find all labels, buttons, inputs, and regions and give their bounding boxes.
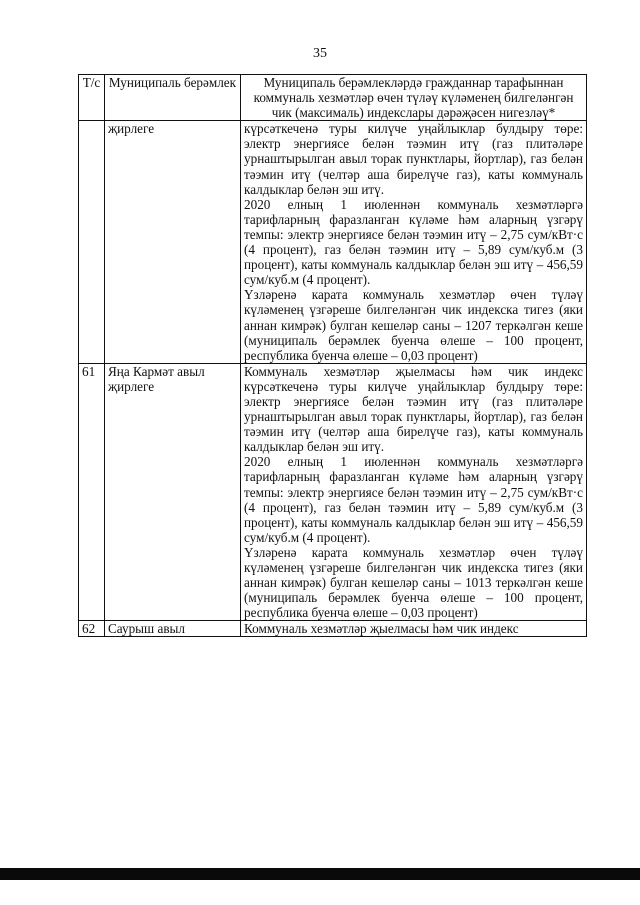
scan-edge-band	[0, 868, 640, 880]
row-num: 62	[79, 621, 105, 637]
row-description	[241, 121, 587, 364]
row-paragraph: Коммуналь хезмәтләр җыелмасы һәм чик индекс	[244, 621, 519, 637]
header-num: Т/с	[79, 75, 105, 121]
row-municipality: Саурыш авыл	[105, 621, 241, 637]
row-paragraph: Коммуналь хезмәтләр җыелмасы һәм чик индекс күрсәткеченә туры килүче уңайлыклар булдыру төре: электр энергиясе белән тәэмин итү (газ плитәләре урнаштырылган авыл торак пунктлары, йортлар), газ белән тәэмин итү (челтәр аша бирелүче газ), каты коммуналь калдыклар белән эш итү.	[244, 363, 583, 455]
row-paragraph: Үзләренә карата коммуналь хезмәтләр өчен түләү күләменең үзгәреше билгеләнгән чик индекска тигез (яки аннан кимрәк) булган кешеләр саны – 1207 теркәлгән кеше (муниципаль берәмлек буенча өлеше – 100 процент, республика буенча өлеше – 0,03 процент)	[244, 287, 583, 363]
row-description	[241, 621, 587, 637]
row-municipality: Яңа Кармәт авыл җирлеге	[105, 363, 241, 621]
row-municipality: җирлеге	[105, 121, 241, 364]
row-paragraph: 2020 елның 1 июленнән коммуналь хезмәтләргә тарифларның фаразланган күләме һәм аларның үзгәрү темпы: электр энергиясе белән тәэмин итү – 2,75 сум/кВт·с (4 процент), газ белән тәэмин итү – 5,89 сум/куб.м (3 процент), каты коммуналь калдыклар белән эш итү – 456,59 сум/куб.м (4 процент).	[244, 196, 583, 288]
page-number: 35	[313, 46, 327, 61]
header-municipality: Муниципаль берәмлек	[105, 75, 241, 121]
row-paragraph: күрсәткеченә туры килүче уңайлыклар булдыру төре: электр энергиясе белән тәэмин итү (газ плитәләре урнаштырылган авыл торак пунктлары, йортлар), газ белән тәэмин итү (челтәр аша бирелүче газ), каты коммуналь калдыклар белән эш итү.	[244, 121, 583, 197]
row-num	[79, 121, 105, 364]
table-header-row	[79, 75, 587, 121]
header-description: Муниципаль берәмлекләрдә гражданнар тарафыннан коммуналь хезмәтләр өчен түләү күләменең билгеләнгән чик (максималь) индекслары дәрәҗәсен нигезләү*	[241, 75, 587, 121]
table-row	[79, 121, 587, 364]
row-description	[241, 363, 587, 621]
municipal-index-table	[78, 74, 587, 637]
row-paragraph: Үзләренә карата коммуналь хезмәтләр өчен түләү күләменең үзгәреше билгеләнгән чик индекска тигез (яки аннан кимрәк) булган кешеләр саны – 1013 теркәлгән кеше (муниципаль берәмлек буенча өлеше – 100 процент, республика буенча өлеше – 0,03 процент)	[244, 544, 583, 621]
row-paragraph: 2020 елның 1 июленнән коммуналь хезмәтләргә тарифларның фаразланган күләме һәм аларның үзгәрү темпы: электр энергиясе белән тәэмин итү – 2,75 сум/кВт·с (4 процент), газ белән тәэмин итү – 5,89 сум/куб.м (3 процент), каты коммуналь калдыклар белән эш итү – 456,59 сум/куб.м (4 процент).	[244, 454, 583, 545]
table-row	[79, 363, 587, 621]
row-num: 61	[79, 363, 105, 621]
table-row	[79, 621, 587, 637]
